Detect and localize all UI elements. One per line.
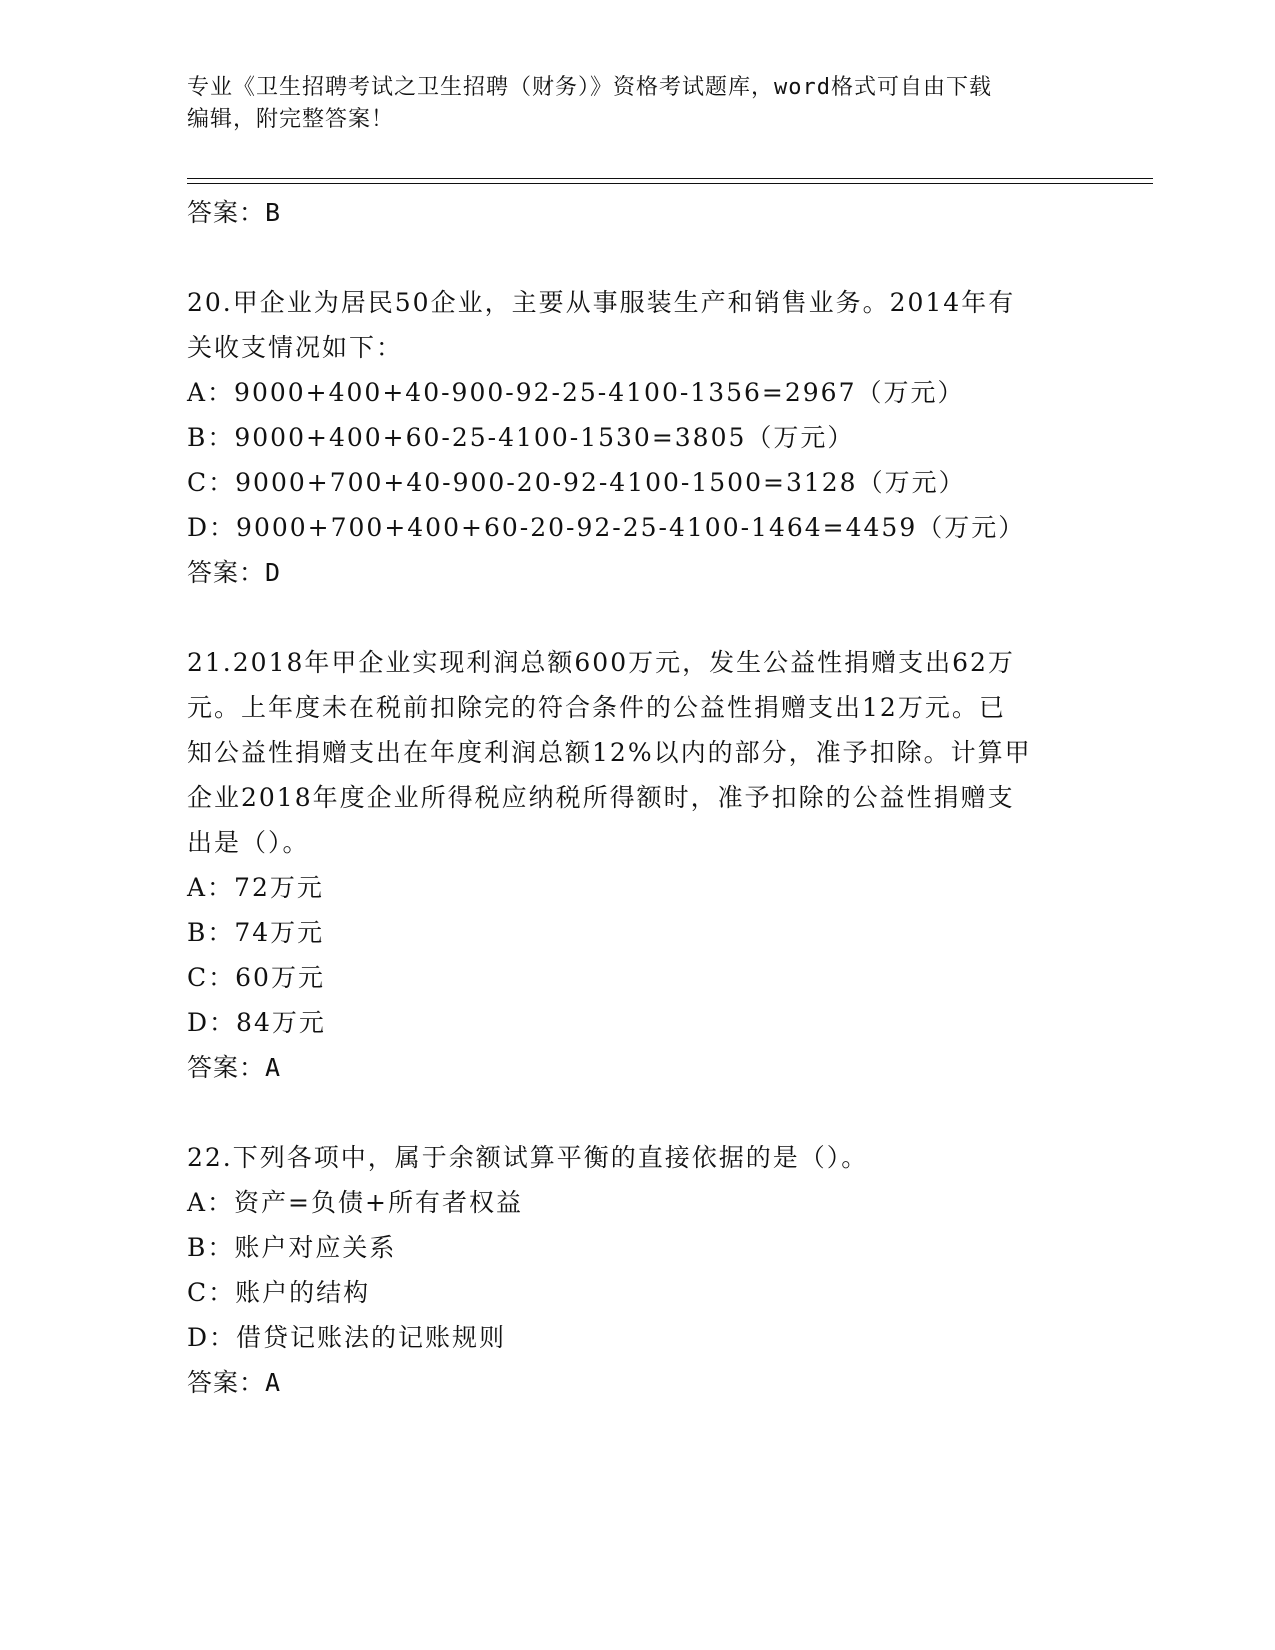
question-stem: 企业2018年度企业所得税应纳税所得额时，准予扣除的公益性捐赠支 — [187, 783, 1015, 812]
document-header — [187, 72, 1067, 136]
header-divider-top — [187, 178, 1153, 179]
header-intro-line-1: 专业《卫生招聘考试之卫生招聘（财务）》资格考试题库，word格式可自由下载 — [187, 75, 992, 100]
question-20 — [187, 280, 1087, 595]
option-a: A：72万元 — [187, 873, 324, 902]
option-c: C：60万元 — [187, 963, 325, 992]
answer-label: 答案：A — [187, 1368, 282, 1397]
header-intro-line-2: 编辑，附完整答案！ — [187, 107, 395, 132]
answer-label: 答案：D — [187, 558, 282, 587]
answer-label: 答案：A — [187, 1053, 282, 1082]
previous-answer: 答案：B — [187, 198, 282, 227]
header-divider-bottom — [187, 183, 1153, 184]
option-b: B：74万元 — [187, 918, 325, 947]
option-b: B：9000+400+60-25-4100-1530=3805（万元） — [187, 423, 855, 452]
question-list — [187, 190, 1087, 1405]
option-a: A：资产=负债+所有者权益 — [187, 1188, 523, 1217]
option-d: D：借贷记账法的记账规则 — [187, 1323, 507, 1352]
question-stem: 知公益性捐赠支出在年度利润总额12%以内的部分，准予扣除。计算甲 — [187, 738, 1032, 767]
spacer — [187, 595, 1087, 640]
question-stem: 22.下列各项中，属于余额试算平衡的直接依据的是（）。 — [187, 1143, 869, 1172]
question-21 — [187, 640, 1087, 1090]
question-stem: 元。上年度未在税前扣除完的符合条件的公益性捐赠支出12万元。已 — [187, 693, 1006, 722]
question-stem: 21.2018年甲企业实现利润总额600万元，发生公益性捐赠支出62万 — [187, 648, 1015, 677]
option-a: A：9000+400+40-900-92-25-4100-1356=2967（万元） — [187, 378, 965, 407]
question-stem: 20.甲企业为居民50企业，主要从事服装生产和销售业务。2014年有 — [187, 288, 1016, 317]
spacer — [187, 1090, 1087, 1135]
option-b: B：账户对应关系 — [187, 1233, 397, 1262]
option-d: D：84万元 — [187, 1008, 326, 1037]
question-22 — [187, 1135, 1087, 1405]
spacer — [187, 235, 1087, 280]
option-c: C：账户的结构 — [187, 1278, 371, 1307]
question-stem: 关收支情况如下： — [187, 333, 404, 362]
question-stem: 出是（）。 — [187, 828, 310, 857]
option-c: C：9000+700+40-900-20-92-4100-1500=3128（万元） — [187, 468, 966, 497]
option-d: D：9000+700+400+60-20-92-25-4100-1464=4459（万元） — [187, 513, 1026, 542]
